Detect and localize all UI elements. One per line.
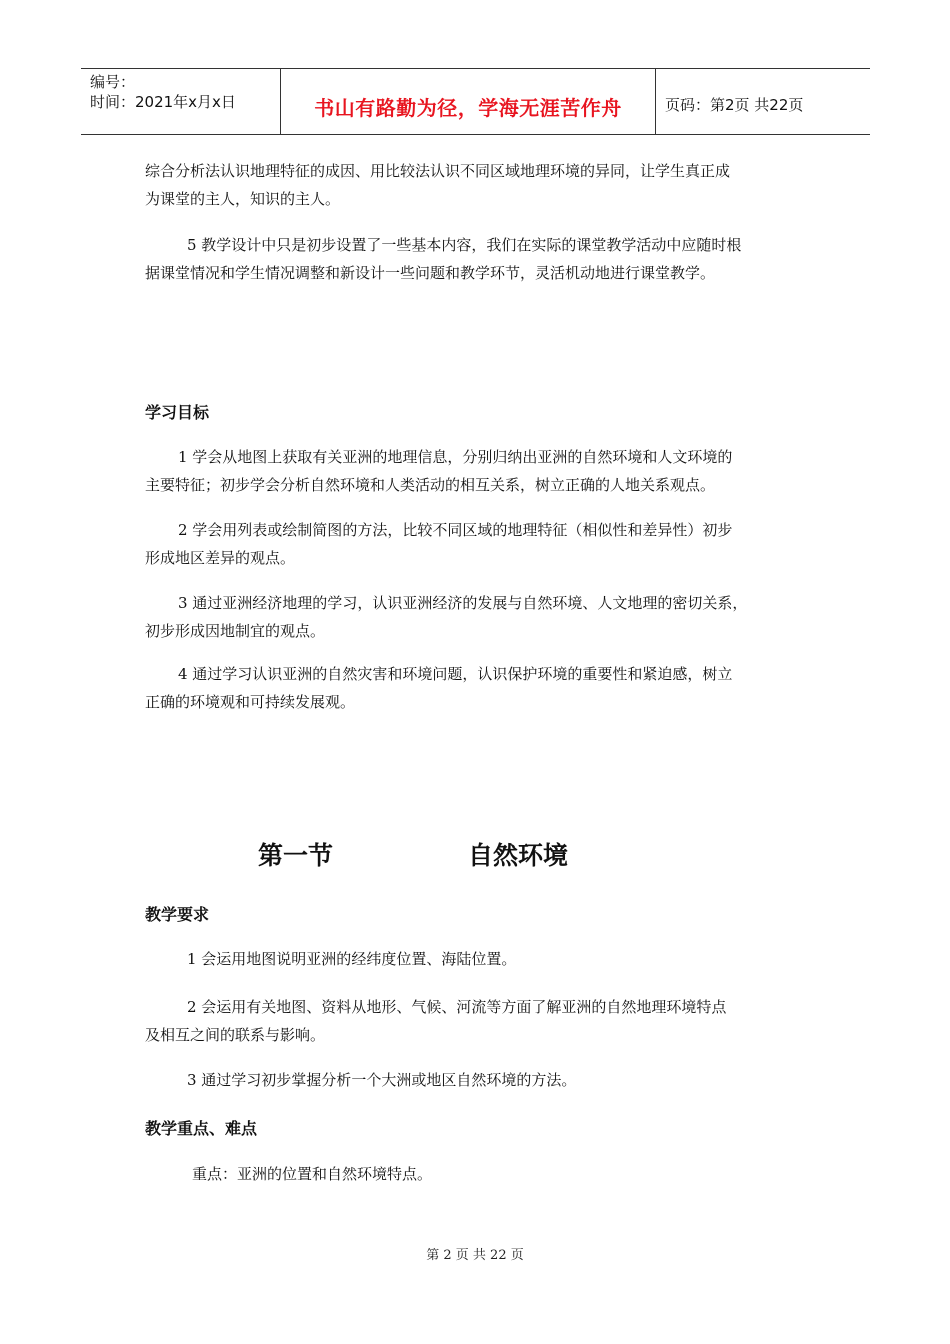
requirement-2: [145, 993, 813, 1049]
heading-learning-goals: 学习目标: [145, 403, 210, 422]
goal-4: [145, 660, 813, 716]
text-line: 2 学会用列表或绘制简图的方法，比较不同区域的地理特征（相似性和差异性）初步: [178, 521, 733, 539]
text-line: 1 学会从地图上获取有关亚洲的地理信息，分别归纳出亚洲的自然环境和人文环境的: [178, 448, 733, 466]
text-line: 主要特征；初步学会分析自然环境和人类活动的相互关系，树立正确的人地关系观点。: [145, 476, 716, 494]
text-line: 据课堂情况和学生情况调整和新设计一些问题和教学环节，灵活机动地进行课堂教学。: [145, 264, 716, 282]
header-page-cell: [656, 69, 870, 134]
text-line: 形成地区差异的观点。: [145, 549, 296, 567]
text-line: 综合分析法认识地理特征的成因、用比较法认识不同区域地理环境的异同，让学生真正成: [145, 162, 731, 180]
paragraph-intro: [145, 157, 813, 213]
header-motto-cell: [281, 69, 656, 134]
header-info-cell: [81, 69, 281, 134]
text-line: 正确的环境观和可持续发展观。: [145, 693, 356, 711]
goal-3: [145, 589, 813, 645]
paragraph-point-5: [145, 231, 813, 287]
motto-text: 书山有路勤为径，学海无涯苦作舟: [314, 96, 622, 120]
goal-2: [145, 516, 813, 572]
text-line: 重点：亚洲的位置和自然环境特点。: [192, 1165, 433, 1183]
text-line: 为课堂的主人，知识的主人。: [145, 190, 341, 208]
section-title: 自然环境: [468, 841, 569, 870]
requirement-1: [145, 945, 813, 973]
text-line: 5 教学设计中只是初步设置了一些基本内容，我们在实际的课堂教学活动中应随时根: [187, 236, 742, 254]
page-code: 页码：第2页 共22页: [665, 96, 804, 114]
text-line: 及相互之间的联系与影响。: [145, 1026, 326, 1044]
page-header: [81, 68, 870, 135]
text-line: 3 通过亚洲经济地理的学习，认识亚洲经济的发展与自然环境、人文地理的密切关系，: [178, 594, 748, 612]
section-number: 第一节: [258, 841, 334, 870]
text-line: 3 通过学习初步掌握分析一个大洲或地区自然环境的方法。: [187, 1071, 577, 1089]
requirement-3: [145, 1066, 813, 1094]
heading-teaching-requirements: 教学要求: [145, 905, 210, 924]
heading-key-points: 教学重点、难点: [145, 1119, 258, 1138]
key-point-1: [145, 1160, 813, 1188]
text-line: 初步形成因地制宜的观点。: [145, 622, 326, 640]
page-footer: 第 2 页 共 22 页: [426, 1248, 524, 1263]
time-label: 时间：2021年x月x日: [90, 93, 236, 111]
goal-1: [145, 443, 813, 499]
serial-label: 编号：: [90, 73, 136, 91]
text-line: 4 通过学习认识亚洲的自然灾害和环境问题，认识保护环境的重要性和紧迫感，树立: [178, 665, 733, 683]
text-line: 1 会运用地图说明亚洲的经纬度位置、海陆位置。: [187, 950, 517, 968]
text-line: 2 会运用有关地图、资料从地形、气候、河流等方面了解亚洲的自然地理环境特点: [187, 998, 727, 1016]
